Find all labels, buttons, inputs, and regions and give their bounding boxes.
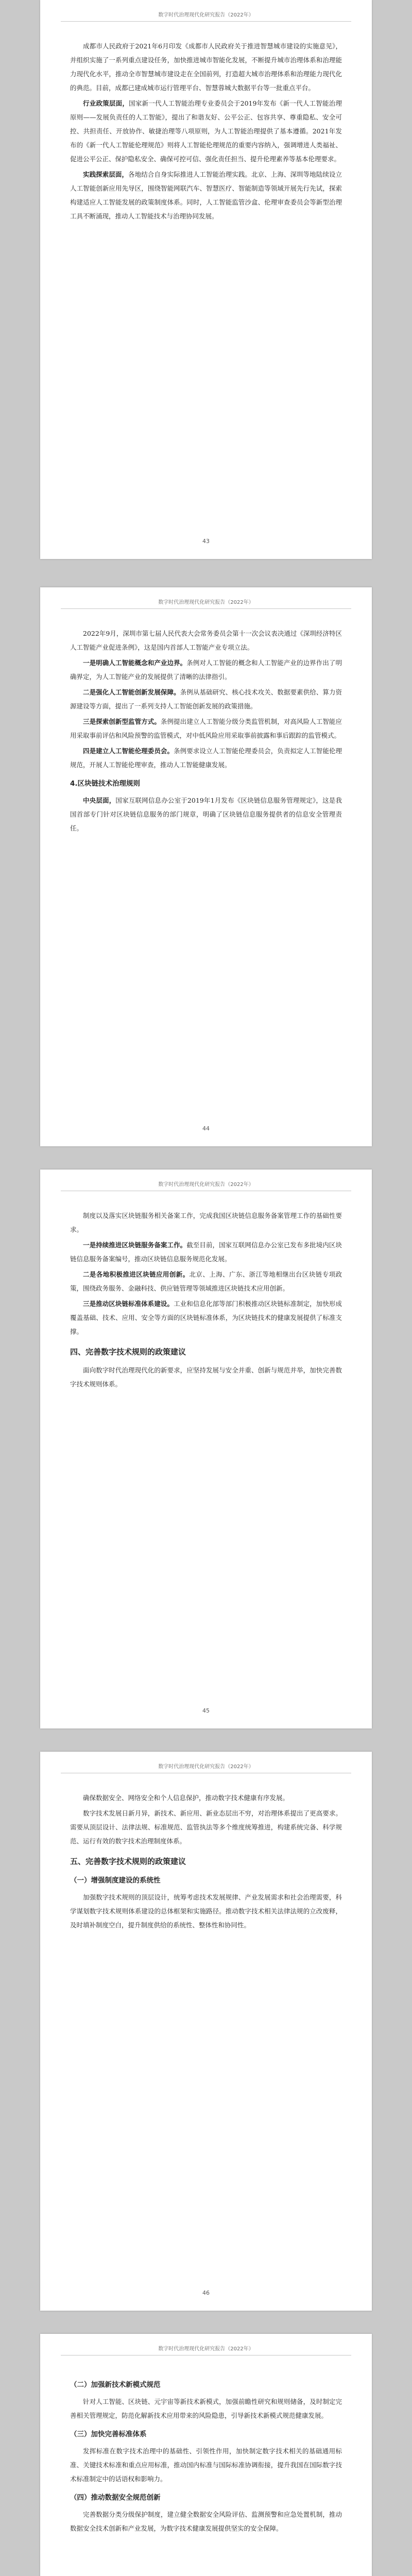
paragraph: 实践探索层面，各地结合自身实际推进人工智能治理实践。北京、上海、深圳等地陆续设立人工智能创新应用先导区，围绕智能网联汽车、智慧医疗、智能制造等领域开展先行先试，探索构建适应人工智能发展的政策制度体系。同时，人工智能监管沙盒、伦理审查委员会等新型治理工具不断涌现，推动人工智能技术与治理协同发展。 — [70, 171, 342, 220]
paragraph: 加强数字技术规则的顶层设计，统筹考虑技术发展规律、产业发展需求和社会治理需要，科学谋划数字技术规则体系建设的总体框架和实施路径。推动数字技术相关法律法规的立改废释，及时填补制度空白，提升制度供给的系统性、整体性和协同性。 — [70, 1893, 342, 1929]
page-number: 46 — [202, 2290, 210, 2296]
paragraph: 一是明确人工智能概念和产业边界。条例对人工智能的概念和人工智能产业的边界作出了明确界定，为人工智能产业的发展提供了清晰的法律指引。 — [70, 659, 342, 681]
page-header: 数字时代治理现代化研究报告（2022年） — [61, 598, 351, 609]
paragraph: 二是各地积极推进区块链应用创新。北京、上海、广东、浙江等地相继出台区块链专项政策，围绕政务服务、金融科技、供应链管理等领域推进区块链技术应用创新。 — [70, 1270, 342, 1292]
paragraph: 发挥标准在数字技术治理中的基础性、引领性作用，加快制定数字技术相关的基础通用标准、关键技术标准和重点应用标准，推动国内标准与国际标准协调衔接，提升我国在国际数字技术标准制定中的话语权和影响力。 — [70, 2447, 342, 2483]
section-heading: 四、完善数字技术规则的政策建议 — [70, 1347, 186, 1357]
page-content — [70, 626, 342, 837]
paragraph: 一是持续推进区块链服务备案工作。截至目前，国家互联网信息办公室已发布多批境内区块链信息服务备案编号，推动区块链信息服务规范化发展。 — [70, 1241, 342, 1263]
subsection-heading: （一）增强制度建设的系统性 — [70, 1876, 161, 1885]
paragraph: 行业政策层面，国家新一代人工智能治理专业委员会于2019年发布《新一代人工智能治理原则——发展负责任的人工智能》，提出了和谐友好、公平公正、包容共享、尊重隐私、安全可控、共担责任、开放协作、敏捷治理等八项原则，为人工智能治理提供了基本遵循。2021年发布的《新一代人工智能伦理规范》则将人工智能伦理规范的重要内容纳入，强调增进人类福祉、促进公平公正、保护隐私安全、确保可控可信、强化责任担当、提升伦理素养等基本伦理要求。 — [70, 99, 342, 163]
paragraph: 成都市人民政府于2021年6月印发《成都市人民政府关于推进智慧城市建设的实施意见》，并组织实施了一系列重点建设任务，加快推进城市智能化发展，不断提升城市治理体系和治理能力现代化水平，推动全市智慧城市建设走在全国前列，打造超大城市治理体系和治理能力现代化的典范。目前，成都已建成城市运行管理平台、智慧蓉城大数据平台等一批重点平台。 — [70, 42, 342, 92]
paragraph: 三是探索创新型监管方式。条例提出建立人工智能分级分类监管机制，对高风险人工智能应用采取事前评估和风险预警的监管模式，对中低风险应用采取事前披露和事后跟踪的监管模式。 — [70, 718, 342, 739]
document-page — [40, 2334, 372, 2576]
paragraph: 二是强化人工智能创新发展保障。条例从基础研究、核心技术攻关、数据要素供给、算力资源建设等方面，提出了一系列支持人工智能创新发展的政策措施。 — [70, 688, 342, 710]
page-header: 数字时代治理现代化研究报告（2022年） — [61, 2344, 351, 2355]
paragraph: 中央层面，国家互联网信息办公室于2019年1月发布《区块链信息服务管理规定》，这是我国首部专门针对区块链信息服务的部门规章，明确了区块链信息服务提供者的信息安全管理责任。 — [70, 796, 342, 832]
paragraph: 完善数据分类分级保护制度，建立健全数据安全风险评估、监测预警和应急处置机制，推动数据安全技术创新和产业发展，为数字技术健康发展提供坚实的安全保障。 — [70, 2511, 342, 2532]
subsection-heading: （三）加快完善标准体系 — [70, 2430, 147, 2438]
page-number: 44 — [202, 1125, 210, 1132]
page-content — [70, 1791, 342, 1934]
paragraph: 针对人工智能、区块链、元宇宙等新技术新模式，加强前瞻性研究和规则储备，及时制定完善相关管理规定，防范化解新技术应用带来的风险隐患，引导新技术新模式规范健康发展。 — [70, 2398, 342, 2419]
document-page — [40, 0, 372, 559]
paragraph: 三是推动区块链标准体系建设。工业和信息化部等部门积极推动区块链标准制定，加快形成覆盖基础、技术、应用、安全等方面的区块链标准体系，为区块链技术的健康发展提供了标准支撑。 — [70, 1300, 342, 1335]
section-heading: 4.区块链技术治理规则 — [70, 779, 141, 788]
page-content — [70, 1209, 342, 1393]
paragraph: 制度以及落实区块链服务相关备案工作，完成我国区块链信息服务备案管理工作的基础性要求。 — [70, 1212, 342, 1233]
section-heading: 五、完善数字技术规则的政策建议 — [70, 1857, 186, 1866]
page-header: 数字时代治理现代化研究报告（2022年） — [61, 10, 351, 22]
paragraph: 2022年9月，深圳市第七届人民代表大会常务委员会第十一次会议表决通过《深圳经济特区人工智能产业促进条例》，这是国内首部人工智能产业专项立法。 — [70, 630, 342, 651]
paragraph: 确保数据安全、网络安全和个人信息保护，推动数字技术健康有序发展。 — [83, 1794, 289, 1802]
page-content — [70, 2373, 342, 2537]
paragraph: 面向数字时代治理现代化的新要求，应坚持发展与安全并重、创新与规范并举，加快完善数字技术规则体系。 — [70, 1366, 342, 1388]
document-page — [40, 1752, 372, 2311]
document-page — [40, 587, 372, 1146]
page-number: 43 — [202, 538, 210, 545]
page-content — [70, 39, 342, 225]
subsection-heading: （四）推动数据安全规范创新 — [70, 2494, 161, 2502]
page-header: 数字时代治理现代化研究报告（2022年） — [61, 1180, 351, 1191]
page-header: 数字时代治理现代化研究报告（2022年） — [61, 1762, 351, 1773]
page-number: 45 — [202, 1707, 210, 1714]
document-page — [40, 1170, 372, 1728]
paragraph: 数字技术发展日新月异，新技术、新应用、新业态层出不穷，对治理体系提出了更高要求。需要从顶层设计、法律法规、标准规范、监管执法等多个维度统筹推进，构建系统完备、科学规范、运行有效的数字技术治理制度体系。 — [70, 1809, 342, 1845]
subsection-heading: （二）加强新技术新模式规范 — [70, 2381, 161, 2389]
paragraph: 四是建立人工智能伦理委员会。条例要求设立人工智能伦理委员会，负责拟定人工智能伦理规范，开展人工智能伦理审查，推动人工智能健康发展。 — [70, 747, 342, 769]
